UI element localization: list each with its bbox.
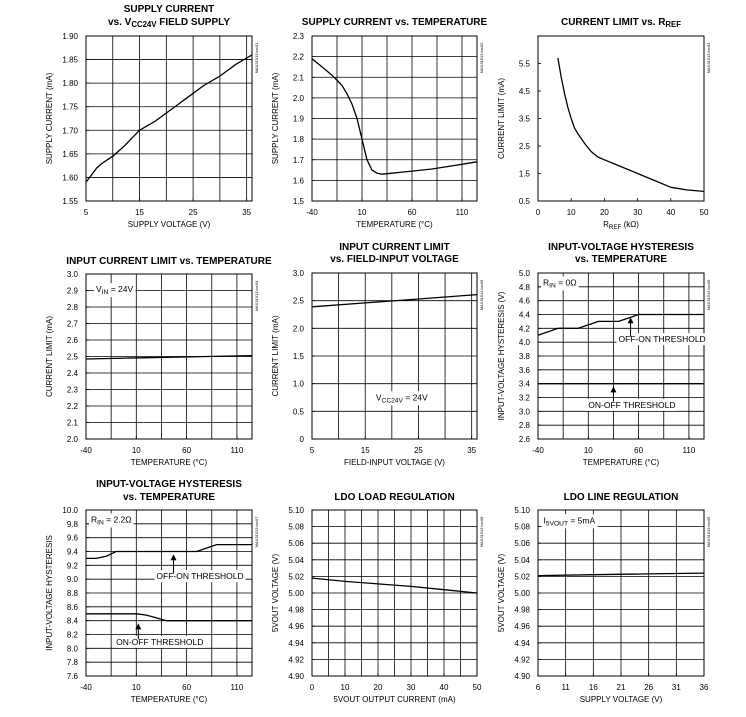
x-tick-label: 36 [699, 683, 709, 692]
annotation-arrow-head [171, 554, 177, 560]
y-tick-label: 1.0 [292, 379, 304, 389]
y-tick-label: 1.9 [292, 114, 304, 124]
y-tick-label: 9.6 [66, 533, 78, 543]
y-tick-label: 4.8 [518, 282, 530, 292]
y-tick-label: 4.96 [514, 622, 530, 632]
y-tick-label: 5.02 [288, 572, 304, 582]
plot-frame [538, 36, 704, 201]
y-tick-label: 2.3 [66, 385, 78, 395]
x-tick-label: 10 [340, 683, 350, 692]
x-tick-label: 40 [439, 683, 449, 692]
x-axis-label: FIELD-INPUT VOLTAGE (V) [344, 458, 445, 467]
x-tick-label: 15 [135, 208, 145, 217]
chart-panel-9 [497, 492, 711, 704]
x-tick-label: 10 [566, 208, 576, 217]
y-tick-label: 3.4 [518, 379, 530, 389]
y-tick-label: 4.92 [288, 655, 304, 665]
chart-panel-7 [45, 479, 259, 704]
x-tick-label: 25 [188, 208, 198, 217]
y-tick-label: 5.08 [514, 522, 530, 532]
x-tick-label: 25 [413, 446, 423, 455]
y-tick-label: 8.4 [66, 616, 78, 626]
x-tick-label: 10 [583, 446, 593, 455]
x-axis-label: SUPPLY VOLTAGE (V) [579, 695, 663, 704]
x-axis-label: TEMPERATURE (°C) [582, 458, 660, 467]
y-tick-label: 9.4 [66, 547, 78, 557]
y-tick-label: 3.2 [518, 393, 530, 403]
y-tick-label: 3.6 [518, 365, 530, 375]
y-tick-label: 2.5 [292, 296, 304, 306]
y-tick-label: 4.98 [514, 605, 530, 615]
x-tick-label: 110 [455, 208, 469, 217]
x-axis-label: TEMPERATURE (°C) [130, 458, 208, 467]
y-axis-label: INPUT-VOLTAGE HYSTERESIS (V) [497, 291, 506, 421]
x-axis-label: 5VOUT OUTPUT CURRENT (mA) [333, 695, 456, 704]
series-line [86, 55, 252, 182]
y-tick-label: 0.5 [292, 407, 304, 417]
y-tick-label: 8.0 [66, 644, 78, 654]
x-tick-label: 15 [360, 446, 370, 455]
x-axis-label: TEMPERATURE (°C) [356, 220, 433, 229]
y-tick-label: 5.0 [518, 269, 530, 278]
y-tick-label: 1.70 [62, 126, 78, 136]
x-tick-label: -40 [306, 208, 318, 217]
x-tick-label: 11 [561, 683, 570, 692]
x-tick-label: 110 [230, 683, 244, 692]
x-tick-label: 35 [467, 446, 477, 455]
y-axis-label: CURRENT LIMIT (mA) [497, 77, 506, 160]
x-tick-label: 0 [535, 208, 541, 217]
chart-panel-6 [497, 242, 711, 467]
chart-id-label: MAX31913 toc05 [479, 279, 484, 311]
x-tick-label: 30 [406, 683, 416, 692]
y-axis-label: CURRENT LIMIT (mA) [45, 315, 54, 398]
chart-panel-3 [497, 17, 711, 231]
x-tick-label: 10 [357, 208, 367, 217]
y-tick-label: 1.55 [62, 197, 78, 206]
y-tick-label: 2.2 [66, 402, 78, 411]
annotation-label: $R_{IN} = 2.2\Omega$ [91, 514, 132, 527]
chart-id-label: MAX31913 toc02 [479, 42, 484, 74]
x-tick-label: 40 [666, 208, 676, 217]
chart-id-label: MAX31913 toc08 [479, 516, 484, 548]
y-tick-label: 5.06 [514, 539, 530, 549]
x-tick-label: 21 [616, 683, 626, 692]
x-tick-label: -40 [80, 446, 92, 455]
y-tick-label: 2.3 [292, 32, 304, 41]
y-tick-label: 9.0 [66, 575, 78, 585]
y-tick-label: 5.06 [288, 539, 304, 549]
x-tick-label: 110 [682, 446, 696, 455]
y-axis-label: SUPPLY CURRENT (mA) [45, 72, 54, 165]
x-tick-label: 60 [182, 446, 192, 455]
y-tick-label: 1.80 [62, 79, 78, 89]
x-tick-label: 16 [588, 683, 598, 692]
x-tick-label: 0 [309, 683, 315, 692]
x-tick-label: -40 [80, 683, 92, 692]
y-tick-label: 3.8 [518, 352, 530, 361]
y-tick-label: 2.0 [292, 324, 304, 334]
y-tick-label: 2.0 [292, 93, 304, 103]
chart-panel-5 [271, 242, 484, 467]
x-tick-label: 26 [644, 683, 654, 692]
y-tick-label: 2.6 [518, 435, 530, 444]
y-tick-label: 2.0 [66, 435, 78, 444]
chart-id-label: MAX31913 toc01 [254, 42, 259, 74]
y-tick-label: 1.90 [62, 32, 78, 41]
chart-title: CURRENT LIMIT vs. $R_{REF}$ [560, 17, 682, 29]
y-tick-label: 5.00 [514, 589, 530, 598]
chart-title: SUPPLY CURRENT [123, 4, 215, 15]
y-tick-label: 5.5 [518, 59, 530, 69]
chart-panel-8 [271, 492, 484, 704]
y-tick-label: 2.1 [292, 73, 304, 83]
chart-title: SUPPLY CURRENT vs. TEMPERATURE [301, 17, 488, 28]
x-tick-label: 35 [242, 208, 252, 217]
chart-title: vs. $V_{CC24V}$ FIELD SUPPLY [107, 17, 231, 29]
y-tick-label: 8.6 [66, 602, 78, 612]
chart-title: vs. TEMPERATURE [574, 254, 668, 265]
chart-id-label: MAX31913 toc07 [254, 516, 259, 548]
y-tick-label: 5.04 [288, 555, 304, 565]
y-tick-label: 4.90 [514, 672, 530, 681]
annotation-label: OFF-ON THRESHOLD [618, 334, 706, 345]
y-tick-label: 3.0 [518, 407, 530, 417]
y-tick-label: 0 [299, 435, 304, 444]
y-tick-label: 4.94 [514, 638, 530, 648]
x-tick-label: 110 [230, 446, 244, 455]
x-tick-label: 50 [699, 208, 709, 217]
chart-title: INPUT CURRENT LIMIT [339, 242, 450, 253]
x-tick-label: 20 [599, 208, 609, 217]
y-tick-label: 7.8 [66, 658, 78, 668]
y-tick-label: 4.5 [518, 87, 530, 96]
x-tick-label: 60 [182, 683, 192, 692]
y-tick-label: 3.0 [66, 270, 78, 279]
chart-title: INPUT-VOLTAGE HYSTERESIS [96, 479, 242, 490]
annotation-label: OFF-ON THRESHOLD [156, 571, 244, 582]
annotation-arrow-head [610, 386, 616, 392]
chart-id-label: MAX31913 toc03 [706, 42, 711, 74]
chart-title: INPUT-VOLTAGE HYSTERESIS [548, 242, 694, 253]
y-tick-label: 2.7 [66, 319, 78, 329]
y-tick-label: 1.5 [292, 197, 304, 206]
y-tick-label: 4.90 [288, 672, 304, 681]
y-tick-label: 1.65 [62, 149, 78, 159]
y-tick-label: 5.04 [514, 555, 530, 565]
x-tick-label: 10 [131, 683, 141, 692]
chart-title: vs. TEMPERATURE [122, 492, 216, 503]
x-tick-label: 60 [407, 208, 417, 217]
chart-id-label: MAX31913 toc09 [706, 516, 711, 548]
y-tick-label: 2.8 [66, 303, 78, 312]
y-tick-label: 1.7 [292, 155, 304, 165]
y-axis-label: 5VOUT VOLTAGE (V) [497, 553, 506, 633]
y-tick-label: 1.75 [62, 102, 78, 112]
y-tick-label: 4.4 [518, 310, 530, 320]
y-tick-label: 7.6 [66, 672, 78, 681]
chart-id-label: MAX31913 toc06 [706, 279, 711, 311]
y-tick-label: 5.02 [514, 572, 530, 582]
y-tick-label: 4.6 [518, 296, 530, 306]
y-tick-label: 2.9 [66, 286, 78, 296]
y-tick-label: 0.5 [518, 197, 530, 206]
x-tick-label: 30 [633, 208, 643, 217]
y-axis-label: CURRENT LIMIT (mA) [271, 315, 280, 397]
y-tick-label: 1.85 [62, 55, 78, 65]
y-tick-label: 4.94 [288, 638, 304, 648]
series-line [558, 58, 704, 191]
x-tick-label: 6 [535, 683, 541, 692]
y-tick-label: 2.2 [292, 52, 304, 62]
x-tick-label: 10 [131, 446, 141, 455]
y-tick-label: 2.1 [66, 418, 78, 428]
x-tick-label: 31 [671, 683, 681, 692]
chart-panel-4 [45, 256, 272, 467]
annotation-label: $I_{5VOUT} = 5mA$ [543, 515, 596, 528]
y-tick-label: 4.96 [288, 622, 304, 632]
chart-panel-2 [271, 17, 488, 229]
chart-title: LDO LINE REGULATION [563, 492, 679, 503]
y-tick-label: 5.08 [288, 522, 304, 532]
x-tick-label: 5 [83, 208, 89, 217]
y-tick-label: 2.6 [66, 336, 78, 345]
y-tick-label: 1.60 [62, 173, 78, 183]
y-tick-label: 8.2 [66, 630, 78, 640]
x-tick-label: -40 [532, 446, 544, 455]
y-axis-label: 5VOUT VOLTAGE (V) [271, 553, 280, 633]
y-tick-label: 2.5 [66, 352, 78, 362]
chart-title: INPUT CURRENT LIMIT vs. TEMPERATURE [66, 256, 272, 267]
y-tick-label: 2.8 [518, 421, 530, 431]
annotation-label: ON-OFF THRESHOLD [588, 399, 676, 410]
x-axis-label: $R_{REF}$ (kΩ) [603, 220, 639, 231]
y-tick-label: 3.0 [292, 269, 304, 278]
y-tick-label: 2.5 [518, 142, 530, 151]
y-tick-label: 4.2 [518, 324, 530, 334]
chart-id-label: MAX31913 toc04 [254, 280, 259, 312]
y-axis-label: SUPPLY CURRENT (mA) [271, 72, 280, 165]
y-tick-label: 10.0 [62, 506, 78, 515]
chart-title: vs. FIELD-INPUT VOLTAGE [330, 254, 459, 265]
annotation-label: $R_{IN} = 0\Omega$ [543, 277, 577, 290]
annotation-label: $V_{CC24V} = 24V$ [375, 392, 428, 405]
y-tick-label: 5.00 [288, 589, 304, 598]
annotation-label: ON-OFF THRESHOLD [116, 636, 204, 647]
y-tick-label: 4.0 [518, 338, 530, 348]
x-axis-label: SUPPLY VOLTAGE (V) [127, 220, 211, 229]
annotation-label: $V_{IN} = 24V$ [96, 284, 134, 297]
y-tick-label: 1.5 [292, 352, 304, 361]
y-tick-label: 5.10 [514, 506, 530, 515]
chart-title: LDO LOAD REGULATION [334, 492, 455, 503]
y-tick-label: 4.92 [514, 655, 530, 665]
y-tick-label: 9.8 [66, 519, 78, 529]
chart-panel-1 [45, 4, 259, 229]
y-tick-label: 5.10 [288, 506, 304, 515]
y-tick-label: 9.2 [66, 561, 78, 571]
plot-frame [86, 36, 252, 201]
x-tick-label: 60 [634, 446, 644, 455]
y-tick-label: 1.6 [292, 176, 304, 186]
y-tick-label: 2.4 [66, 369, 78, 378]
y-tick-label: 4.98 [288, 605, 304, 615]
y-tick-label: 3.5 [518, 114, 530, 124]
y-tick-label: 8.8 [66, 589, 78, 598]
x-axis-label: TEMPERATURE (°C) [130, 695, 208, 704]
x-tick-label: 20 [373, 683, 383, 692]
y-tick-label: 1.8 [292, 135, 304, 145]
x-tick-label: 50 [472, 683, 482, 692]
x-tick-label: 5 [309, 446, 315, 455]
y-tick-label: 1.5 [518, 169, 530, 179]
y-axis-label: INPUT-VOLTAGE HYSTERESIS [45, 535, 54, 651]
